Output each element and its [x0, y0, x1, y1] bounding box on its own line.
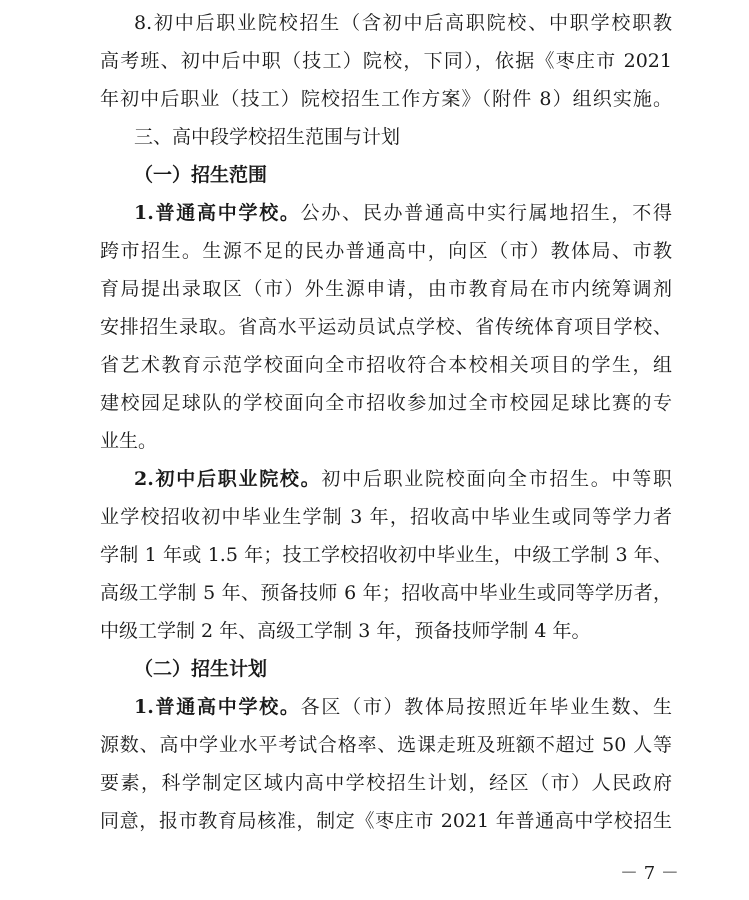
text-line-21: 要素，科学制定区域内高中学校招生计划，经区（市）人民政府 [100, 772, 672, 794]
text-line-16: 高级工学制 5 年、预备技师 6 年；招收高中毕业生或同等学历者， [100, 582, 672, 604]
item-heading-2: 2.初中后职业院校。 [134, 468, 322, 490]
text-line-17: 中级工学制 2 年、高级工学制 3 年，预备技师学制 4 年。 [100, 620, 591, 642]
text-line-10: 省艺术教育示范学校面向全市招收符合本校相关项目的学生，组 [100, 354, 672, 376]
text-line-19 [134, 694, 672, 720]
text-line-6 [134, 200, 672, 226]
item-heading-1: 1.普通高中学校。 [134, 202, 301, 224]
text-line-3: 年初中后职业（技工）院校招生工作方案》（附件 8）组织实施。 [100, 88, 672, 110]
text-line-14: 业学校招收初中毕业生学制 3 年，招收高中毕业生或同等学力者 [100, 506, 672, 528]
item-text-1: 公办、民办普通高中实行属地招生，不得 [300, 202, 672, 224]
item-text-2: 初中后职业院校面向全市招生。中等职 [321, 468, 672, 490]
page-number: － 7 － [620, 863, 679, 884]
text-line-13 [134, 466, 672, 492]
text-line-1: 8.初中后职业院校招生（含初中后高职院校、中职学校职教 [134, 12, 672, 34]
text-line-12: 业生。 [100, 430, 158, 452]
subsection-heading-plan: （二）招生计划 [134, 658, 268, 680]
item-heading-3: 1.普通高中学校。 [134, 696, 301, 718]
subsection-heading-scope: （一）招生范围 [134, 164, 268, 186]
section-heading: 三、高中段学校招生范围与计划 [134, 126, 401, 148]
text-line-20: 源数、高中学业水平考试合格率、选课走班及班额不超过 50 人等 [100, 734, 672, 756]
text-line-2: 高考班、初中后中职（技工）院校，下同），依据《枣庄市 2021 [100, 50, 672, 72]
text-line-15: 学制 1 年或 1.5 年；技工学校招收初中毕业生，中级工学制 3 年、 [100, 544, 672, 566]
text-line-11: 建校园足球队的学校面向全市招收参加过全市校园足球比赛的专 [100, 392, 672, 414]
text-line-8: 育局提出录取区（市）外生源申请，由市教育局在市内统筹调剂 [100, 278, 672, 300]
text-line-7: 跨市招生。生源不足的民办普通高中，向区（市）教体局、市教 [100, 240, 672, 262]
text-line-9: 安排招生录取。省高水平运动员试点学校、省传统体育项目学校、 [100, 316, 672, 338]
text-line-22: 同意，报市教育局核准，制定《枣庄市 2021 年普通高中学校招生 [100, 810, 672, 832]
item-text-3: 各区（市）教体局按照近年毕业生数、生 [300, 696, 672, 718]
